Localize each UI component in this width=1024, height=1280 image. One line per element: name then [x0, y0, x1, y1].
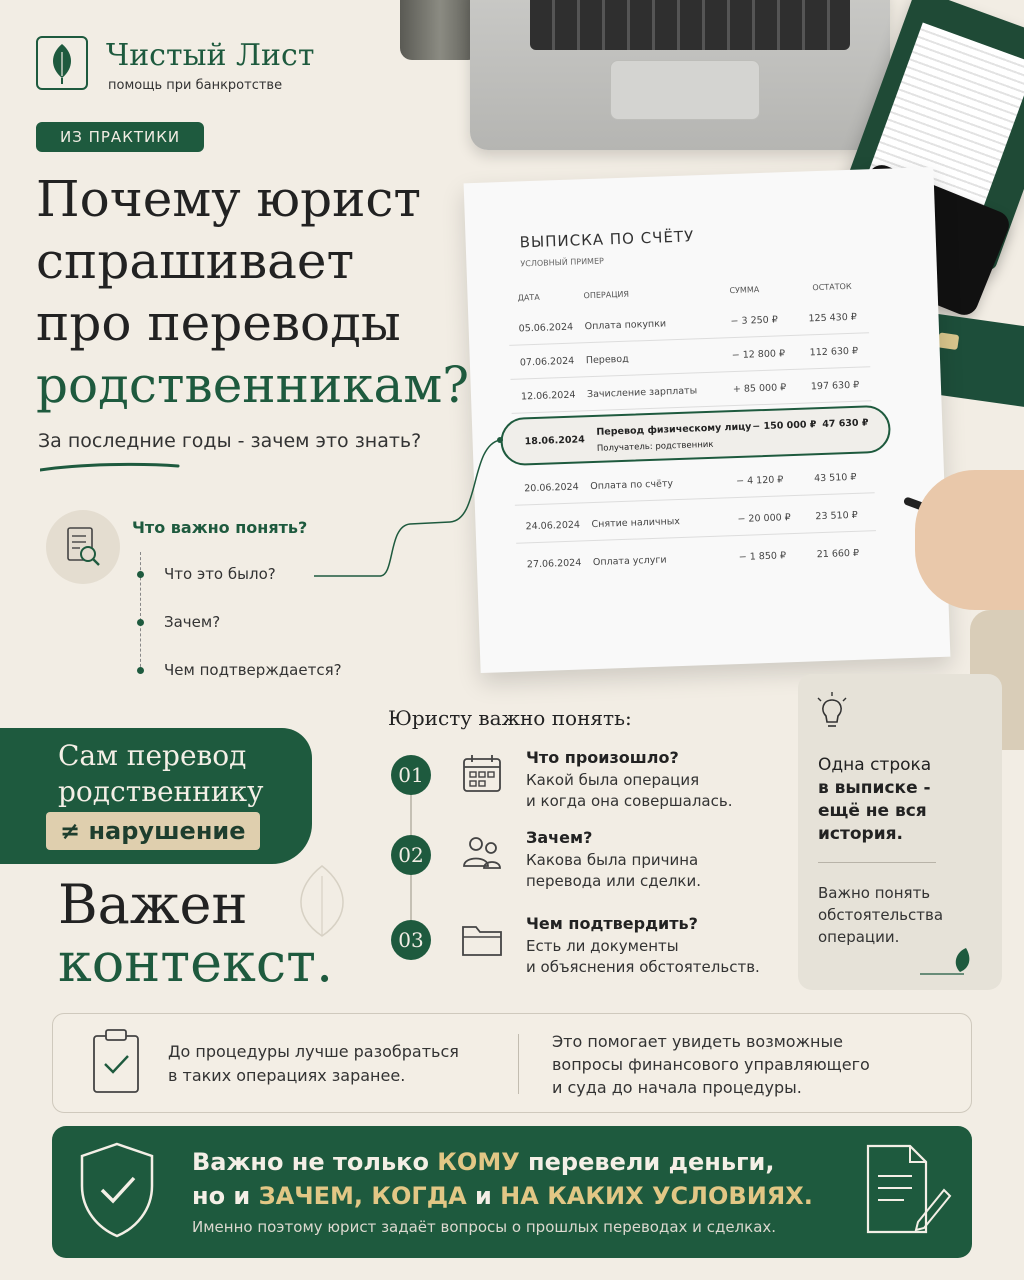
step-text: Какой была операция и когда она совершалась.	[526, 771, 733, 810]
clipboard-check-icon	[90, 1026, 142, 1096]
question-item: Что это было?	[164, 565, 276, 583]
lightbulb-icon	[812, 690, 852, 734]
bank-statement	[464, 167, 951, 673]
table-row: 12.06.2024 Зачисление зарплаты + 85 000 ₽ 197 630 ₽	[510, 367, 871, 414]
statement-title: ВЫПИСКА ПО СЧЁТУ	[519, 227, 695, 252]
step-heading: Что произошло?	[526, 748, 679, 767]
underline-stroke	[40, 462, 180, 472]
header-balance: ОСТАТОК	[812, 281, 852, 293]
highlighted-transfer-row: 18.06.2024 Перевод физическому лицу Получатель: родственник − 150 000 ₽ 47 630 ₽	[500, 405, 891, 467]
footer-line1: Важно не только КОМУ перевели деньги,	[192, 1148, 775, 1176]
brand-name: Чистый Лист	[106, 38, 315, 73]
info-right-text: Это помогает увидеть возможные вопросы финансового управляющего и суда до начала процедуры.	[552, 1032, 870, 1097]
leaf-icon	[36, 36, 88, 90]
bullet-icon	[137, 619, 144, 626]
divider	[518, 1034, 519, 1094]
leaf-decoration-icon	[282, 856, 362, 946]
table-row: 07.06.2024 Перевод − 12 800 ₽ 112 630 ₽	[509, 333, 870, 380]
side-note-detail: Важно понять обстоятельства операции.	[818, 884, 944, 946]
laptop-image	[470, 0, 890, 150]
cup-image	[400, 0, 480, 60]
header-sum: СУММА	[729, 285, 760, 296]
step-number: 02	[391, 835, 431, 875]
divider	[818, 862, 936, 863]
statement-subtitle: УСЛОВНЫЙ ПРИМЕР	[520, 256, 605, 269]
table-row: 05.06.2024 Оплата покупки − 3 250 ₽ 125 430 ₽	[508, 299, 869, 346]
people-icon	[458, 830, 506, 878]
table-row: 24.06.2024 Снятие наличных − 20 000 ₽ 23 510 ₽	[515, 497, 876, 544]
document-pen-icon	[860, 1140, 952, 1240]
banner-text: Сам перевод родственнику	[58, 739, 264, 808]
bullet-icon	[137, 571, 144, 578]
footer-line2: но и ЗАЧЕМ, КОГДА и НА КАКИХ УСЛОВИЯХ.	[192, 1182, 813, 1210]
steps-title: Юристу важно понять:	[388, 706, 632, 730]
table-row: 27.06.2024 Оплата услуги − 1 850 ₽ 21 660 ₽	[526, 547, 860, 571]
header-operation: ОПЕРАЦИЯ	[583, 289, 630, 301]
brand-tagline: помощь при банкротстве	[108, 78, 283, 93]
info-left-text: До процедуры лучше разобраться в таких операциях заранее.	[168, 1042, 459, 1085]
step-number: 03	[391, 920, 431, 960]
subtitle: За последние годы - зачем это знать?	[38, 430, 422, 452]
leaf-icon	[920, 942, 980, 978]
step-text: Какова была причина перевода или сделки.	[526, 851, 701, 890]
table-row: 20.06.2024 Оплата по счёту − 4 120 ₽ 43 510 ₽	[514, 459, 875, 506]
step-heading: Зачем?	[526, 828, 593, 847]
header-date: ДАТА	[517, 292, 540, 303]
questions-line	[140, 552, 141, 672]
step-heading: Чем подтвердить?	[526, 914, 698, 933]
connector-line	[300, 430, 510, 590]
shield-check-icon	[76, 1140, 158, 1240]
calendar-icon	[458, 750, 506, 798]
document-search-icon	[46, 510, 120, 584]
step-text: Есть ли документы и объяснения обстоятельств.	[526, 937, 760, 976]
questions-title: Что важно понять?	[132, 518, 308, 537]
not-violation-label: ≠ нарушение	[46, 812, 260, 850]
category-badge: ИЗ ПРАКТИКИ	[36, 122, 204, 152]
question-item: Зачем?	[164, 613, 221, 631]
context-heading: Важен контекст.	[58, 873, 334, 994]
page-title: Почему юрист спрашивает про переводы родственникам?	[36, 170, 470, 414]
hand-image	[915, 470, 1024, 610]
footer-note: Именно поэтому юрист задаёт вопросы о прошлых переводах и сделках.	[192, 1218, 777, 1236]
question-item: Чем подтверждается?	[164, 661, 342, 679]
bullet-icon	[137, 667, 144, 674]
side-note-main: Одна строка в выписке - ещё не вся история.	[818, 755, 932, 844]
folder-icon	[458, 915, 506, 963]
step-number: 01	[391, 755, 431, 795]
